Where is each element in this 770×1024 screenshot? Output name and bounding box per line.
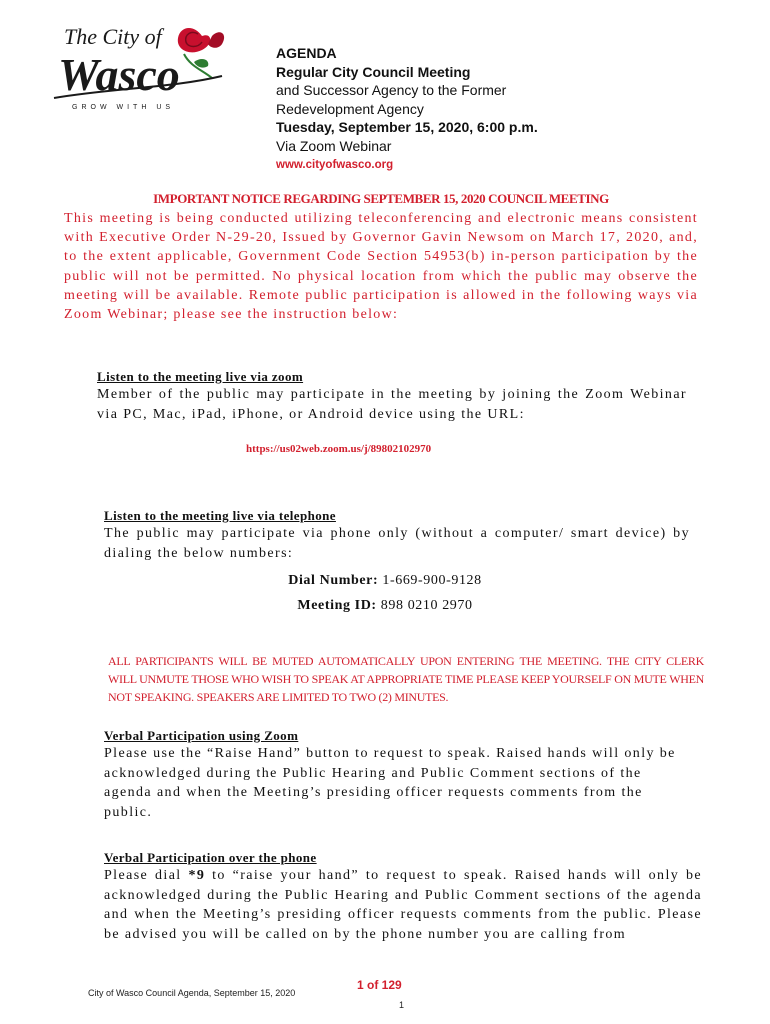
dial-number-value: 1-669-900-9128 bbox=[382, 573, 482, 588]
verbal-phone-body-post: to “raise your hand” to request to speak. Raised hands will only be acknowledged during the Public Hearing and Public Comment sections of the agenda and when the Meeting’s presiding officer requests comments from the public. Please be advised you will be called on by the phone number you are calling from bbox=[104, 868, 702, 942]
page-number: 1 bbox=[399, 1000, 405, 1010]
important-notice bbox=[64, 190, 698, 324]
logo-text-line1: The City of bbox=[64, 24, 162, 49]
dial-number-line bbox=[0, 573, 770, 589]
footer-title: City of Wasco Council Agenda, September 15, 2020 bbox=[88, 988, 296, 998]
phone-section bbox=[104, 508, 690, 563]
website-link[interactable]: www.cityofwasco.org bbox=[276, 158, 394, 171]
agenda-header bbox=[276, 44, 696, 174]
phone-section-heading: Listen to the meeting live via telephone bbox=[104, 508, 336, 523]
agency-line-1: and Successor Agency to the Former bbox=[276, 82, 507, 99]
city-of-wasco-logo bbox=[52, 14, 232, 114]
meeting-type: Regular City Council Meeting bbox=[276, 63, 471, 80]
verbal-zoom-section bbox=[104, 728, 690, 822]
verbal-zoom-body: Please use the “Raise Hand” button to request to speak. Raised hands will only be acknowledged during the Public Hearing and Public Comment sections of the agenda and when the Meeting’s presiding officer requests comments from the public. bbox=[104, 746, 676, 820]
verbal-phone-heading: Verbal Participation over the phone bbox=[104, 850, 317, 865]
phone-section-body: The public may participate via phone only (without a computer/ smart device) by dialing the below numbers: bbox=[104, 526, 690, 561]
meeting-venue: Via Zoom Webinar bbox=[276, 137, 392, 154]
agency-line-2: Redevelopment Agency bbox=[276, 100, 424, 117]
verbal-phone-body-pre: Please dial bbox=[104, 868, 189, 883]
logo-tagline: GROW WITH US bbox=[72, 104, 175, 111]
zoom-url-link[interactable]: https://us02web.zoom.us/j/89802102970 bbox=[246, 443, 432, 455]
meeting-id-label: Meeting ID: bbox=[297, 598, 377, 613]
dial-number-label: Dial Number: bbox=[288, 573, 379, 588]
agenda-title: AGENDA bbox=[276, 45, 337, 61]
logo-text-line2: Wasco bbox=[58, 49, 180, 100]
zoom-section-heading: Listen to the meeting live via zoom bbox=[97, 369, 304, 384]
rose-icon bbox=[178, 28, 224, 78]
meeting-date-time: Tuesday, September 15, 2020, 6:00 p.m. bbox=[276, 119, 538, 136]
verbal-phone-section bbox=[104, 850, 702, 944]
zoom-section bbox=[97, 369, 687, 424]
muted-participants-notice: ALL PARTICIPANTS WILL BE MUTED AUTOMATICALLY UPON ENTERING THE MEETING. THE CITY CLERK WILL UNMUTE THOSE WHO WISH TO SPEAK AT APPROPRIATE TIME PLEASE KEEP YOURSELF ON MUTE WHEN NOT SPEAKING. SPEAKERS ARE LIMITED TO TWO (2) MINUTES. bbox=[108, 654, 704, 704]
meeting-id-value: 898 0210 2970 bbox=[380, 598, 473, 613]
zoom-section-body: Member of the public may participate in the meeting by joining the Zoom Webinar via PC, Mac, iPad, iPhone, or Android device using the URL: bbox=[97, 387, 687, 422]
verbal-zoom-heading: Verbal Participation using Zoom bbox=[104, 728, 299, 743]
notice-title: IMPORTANT NOTICE REGARDING SEPTEMBER 15, 2020 COUNCIL MEETING bbox=[153, 191, 609, 206]
verbal-phone-body bbox=[104, 866, 702, 944]
raise-hand-key: *9 bbox=[188, 868, 206, 883]
meeting-id-line bbox=[0, 598, 770, 614]
page-counter: 1 of 129 bbox=[357, 978, 402, 992]
notice-body: This meeting is being conducted utilizing teleconferencing and electronic means consistent with Executive Order N-29-20, Issued by Governor Gavin Newsom on March 17, 2020, and, to the extent applicable, Government Code Section 54953(b) in-person participation by the public will not be permitted. No physical location from which the public may observe the meeting will be available. Remote public participation is allowed in the following ways via Zoom Webinar; please see the instruction below: bbox=[64, 211, 698, 323]
